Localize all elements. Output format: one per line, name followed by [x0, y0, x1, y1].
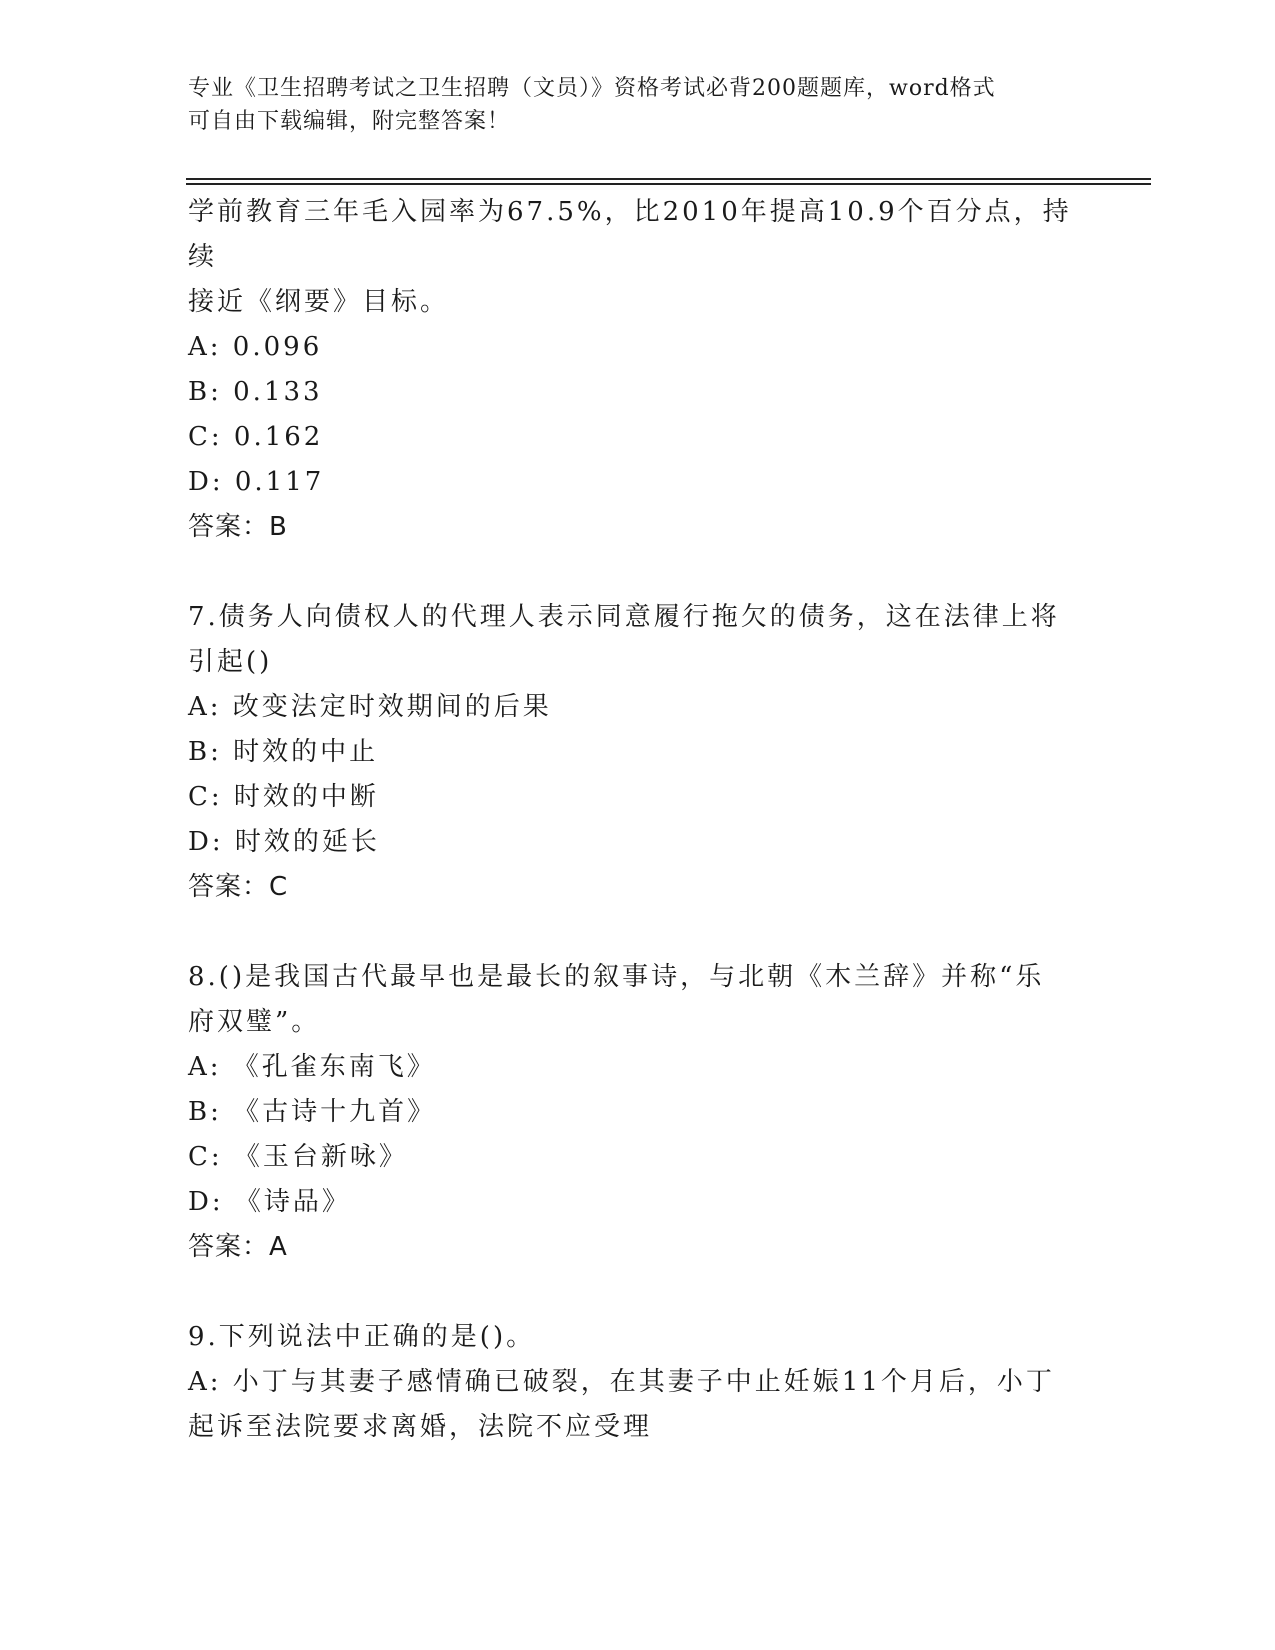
- question-8-stem-line-1: 8.()是我国古代最早也是最长的叙事诗，与北朝《木兰辞》并称“乐: [188, 962, 1045, 992]
- question-9-option-a-line-1: A: 小丁与其妻子感情确已破裂，在其妻子中止妊娠11个月后，小丁: [188, 1367, 1055, 1397]
- question-6-option-c: C: 0.162: [188, 422, 324, 452]
- question-6-stem-line-2: 接近《纲要》目标。: [188, 287, 450, 317]
- question-6-option-a: A: 0.096: [188, 332, 323, 362]
- question-6-stem-line-1: 学前教育三年毛入园率为67.5%，比2010年提高10.9个百分点，持续: [188, 197, 1072, 272]
- header-rule-bottom: [186, 183, 1151, 185]
- question-7-option-b: B: 时效的中止: [188, 737, 379, 767]
- question-6-option-b: B: 0.133: [188, 377, 323, 407]
- question-8-option-c: C: 《玉台新咏》: [188, 1142, 408, 1172]
- spacer: [188, 1270, 1088, 1315]
- spacer: [188, 910, 1088, 955]
- question-7-option-a: A: 改变法定时效期间的后果: [188, 692, 552, 722]
- question-8: [188, 955, 1088, 1270]
- question-6: [188, 186, 1088, 550]
- header-rule-top: [186, 178, 1151, 180]
- question-9: [188, 1315, 1088, 1450]
- question-7: [188, 595, 1088, 910]
- question-7-answer: 答案：C: [188, 872, 289, 902]
- question-9-option-a-line-2: 起诉至法院要求离婚，法院不应受理: [188, 1412, 653, 1442]
- question-7-option-d: D: 时效的延长: [188, 827, 380, 857]
- question-8-option-a: A: 《孔雀东南飞》: [188, 1052, 436, 1082]
- question-8-option-b: B: 《古诗十九首》: [188, 1097, 437, 1127]
- question-6-option-d: D: 0.117: [188, 467, 325, 497]
- question-6-answer: 答案：B: [188, 512, 288, 542]
- spacer: [188, 550, 1088, 595]
- question-7-option-c: C: 时效的中断: [188, 782, 379, 812]
- question-7-stem-line-1: 7.债务人向债权人的代理人表示同意履行拖欠的债务，这在法律上将: [188, 602, 1060, 632]
- question-9-stem: 9.下列说法中正确的是()。: [188, 1322, 536, 1352]
- question-7-stem-line-2: 引起(): [188, 647, 273, 677]
- question-8-answer: 答案：A: [188, 1232, 288, 1262]
- question-8-option-d: D: 《诗品》: [188, 1187, 351, 1217]
- header-line-2: 可自由下载编辑，附完整答案！: [188, 109, 511, 134]
- header-line-1: 专业《卫生招聘考试之卫生招聘（文员）》资格考试必背200题题库，word格式: [188, 76, 996, 101]
- document-header: [188, 72, 1088, 138]
- question-8-stem-line-2: 府双璧”。: [188, 1007, 321, 1037]
- question-list: [188, 186, 1088, 1450]
